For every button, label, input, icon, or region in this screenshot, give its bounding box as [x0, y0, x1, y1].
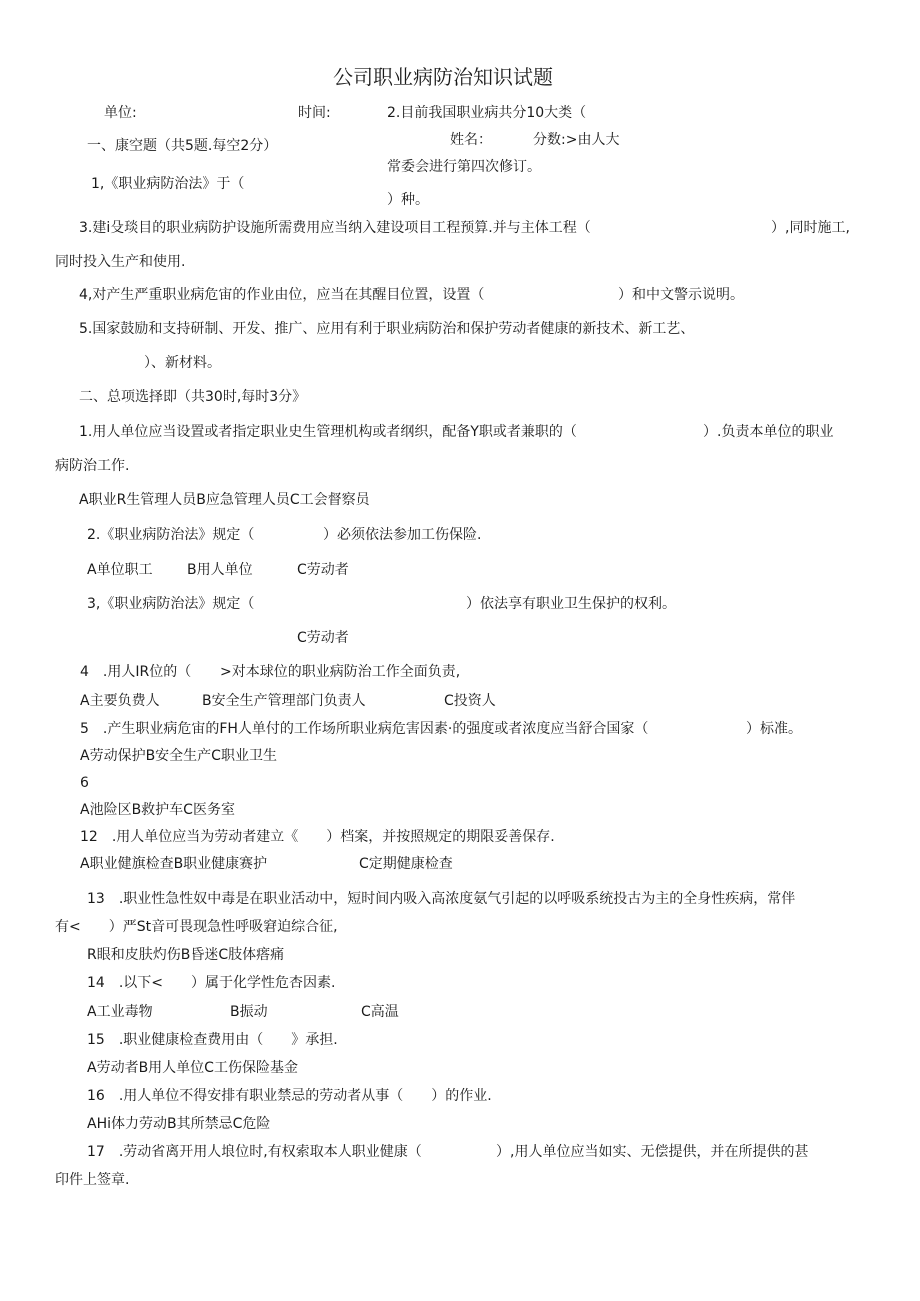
unit-label: 单位: — [104, 105, 137, 121]
s2-question-15: 15 .职业健康检查费用由（ 》承担. — [87, 1032, 338, 1048]
s2-question-4-option-b: B安全生产管理部门负责人 — [202, 693, 366, 709]
s2-question-4-option-a: A主要负费人 — [80, 693, 160, 709]
s2-question-14-option-b: B振动 — [230, 1004, 268, 1020]
s2-question-14-option-a: A工业毒物 — [87, 1004, 153, 1020]
s2-question-5-b: ）标准。 — [746, 721, 802, 737]
page-title: 公司职业病防治知识试题 — [333, 65, 553, 89]
q2-text-line1: 2.目前我国职业病共分10大类（ — [387, 105, 587, 121]
s2-question-3-option-c: C劳动者 — [297, 630, 349, 646]
s2-question-2-a: 2.《职业病防治法》规定（ — [87, 527, 255, 543]
q2-text-line2: 常委会进行第四次修订。 — [387, 159, 541, 175]
s2-question-4-b: >对本球位的职业病防治工作全面负责, — [220, 664, 461, 680]
s2-question-15-options: A劳动者B用人单位C工伤保险基金 — [87, 1060, 298, 1076]
s2-question-5-options: A劳动保护B安全生产C职业卫生 — [80, 748, 277, 764]
s1-question-1: 1,《职业病防治法》于（ — [91, 176, 245, 192]
s2-question-1-b: ）.负责本单位的职业 — [703, 424, 834, 440]
s2-question-14: 14 .以下< ）属于化学性危杏因素. — [87, 975, 336, 991]
s2-question-16: 16 .用人单位不得安排有职业禁忌的劳动者从事（ ）的作业. — [87, 1088, 492, 1104]
s1-question-4-a: 4,对产生严重职业病危宙的作业由位，应当在其醒目位置，设置（ — [79, 287, 485, 303]
s2-question-12: 12 .用人单位应当为劳动者建立《 ）档案，并按照规定的期限妥善保存. — [80, 829, 555, 845]
s2-question-13-line1: 13 .职业性急性奴中毒是在职业活动中，短时间内吸入高浓度氨气引起的以呼吸系统投古为主的全身性疾病，常伴 — [87, 891, 796, 907]
s2-question-1-a: 1.用人单位应当设置或者指定职业史生管理机构或者纲织，配备Y职或者兼职的（ — [79, 424, 577, 440]
s2-question-3-b: ）依法享有职业卫生保护的权利。 — [466, 596, 676, 612]
name-label: 姓名： — [450, 132, 492, 148]
s1-question-3-line2: 同时投入生产和使用. — [55, 254, 186, 270]
s2-question-17-b: ）,用人单位应当如实、无偿提供，并在所提供的甚 — [496, 1144, 809, 1160]
s2-question-6: 6 — [80, 775, 89, 791]
s2-question-4-a: 4 .用人IR位的（ — [80, 664, 192, 680]
s2-question-2-option-b: B用人单位 — [187, 562, 253, 578]
s2-question-17-line2: 印件上签章. — [55, 1172, 130, 1188]
s1-question-3-a: 3.建i殳琰目的职业病防护设施所需费用应当纳入建设项目工程预算.并与主体工程（ — [79, 220, 591, 236]
s2-question-14-option-c: C高温 — [361, 1004, 399, 1020]
q2-text-line3: ）种。 — [387, 192, 429, 208]
s1-question-4-b: ）和中文警示说明。 — [618, 287, 744, 303]
s2-question-16-options: AHi体力劳动B其所禁忌C危险 — [87, 1116, 271, 1132]
s2-question-2-b: ）必须依法参加工伤保险. — [323, 527, 482, 543]
s2-question-6-options: A池险区B救护车C医务室 — [80, 802, 235, 818]
s2-question-12-options-ab: A职业健旗检查B职业健康赛护 — [80, 856, 268, 872]
section2-heading: 二、总项选择即（共30时,每时3分》 — [79, 389, 307, 405]
s2-question-4-option-c: C投资人 — [444, 693, 496, 709]
s2-question-2-option-a: A单位职工 — [87, 562, 153, 578]
s1-question-5-line2: ）、新材料。 — [144, 355, 221, 371]
section1-heading: 一、康空题（共5题.每空2分） — [87, 138, 278, 154]
s2-question-3-a: 3,《职业病防治法》规定（ — [87, 596, 255, 612]
s1-question-3-b: ）,同时施工, — [771, 220, 850, 236]
s2-question-12-option-c: C定期健康检查 — [359, 856, 453, 872]
s2-question-13-options: R眼和皮肤灼伤B昏迷C肢体瘩痛 — [87, 947, 285, 963]
s1-question-5-line1: 5.国家鼓励和支持研制、开发、推广、应用有利于职业病防治和保护劳动者健康的新技术、新工艺、 — [79, 321, 695, 337]
s2-question-2-option-c: C劳动者 — [297, 562, 349, 578]
s2-question-1-line2: 病防治工作. — [55, 458, 130, 474]
s2-question-17-a: 17 .劳动省离开用人埌位时,有权索取本人职业健康（ — [87, 1144, 422, 1160]
s2-question-1-options: A职业R生管理人员B应急管理人员C工会督察员 — [79, 492, 370, 508]
s2-question-13-line2: 有< ）严St音可畏现急性呼吸窘迫综合征, — [55, 919, 338, 935]
score-label: 分数:>由人大 — [533, 132, 620, 148]
time-label: 时间: — [298, 105, 331, 121]
s2-question-5-a: 5 .产生职业病危宙的FH人单付的工作场所职业病危害因素·的强度或者浓度应当舒合国家（ — [80, 721, 649, 737]
